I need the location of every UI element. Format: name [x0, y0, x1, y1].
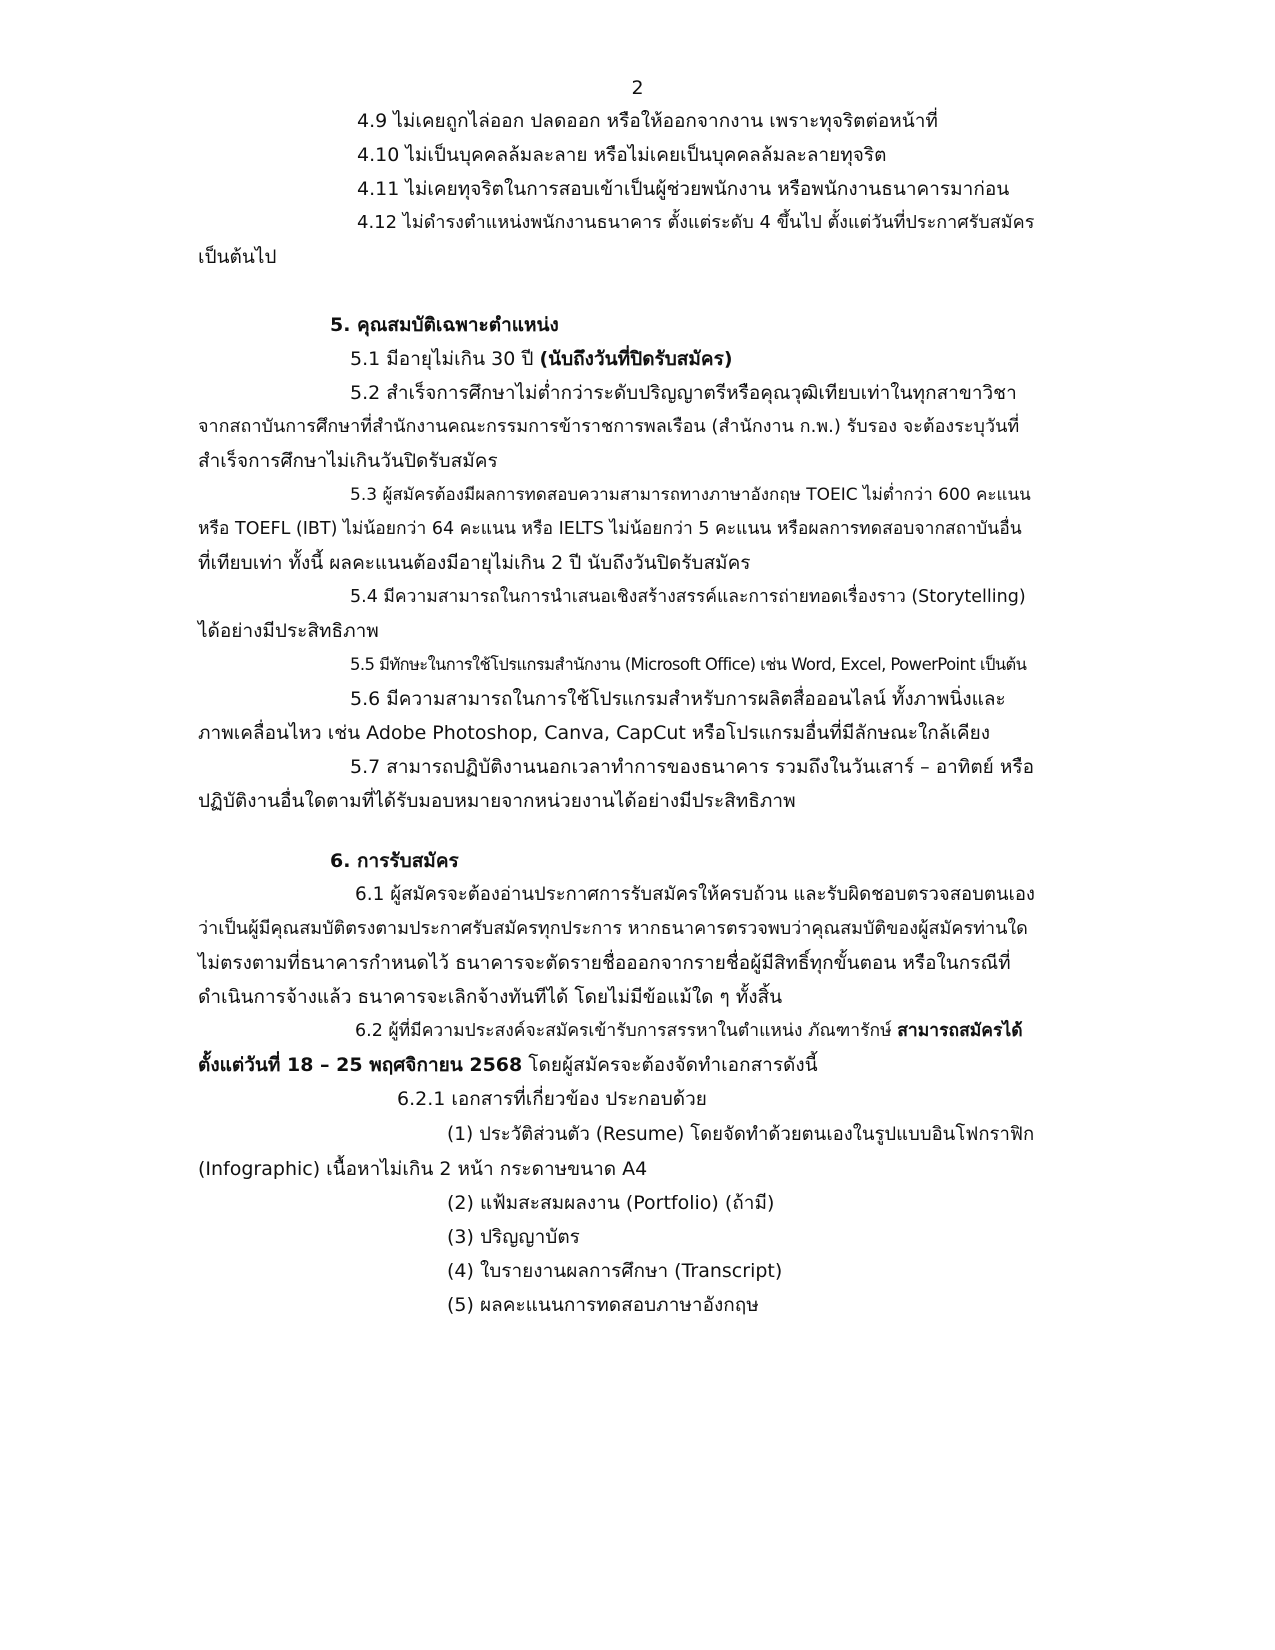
doc-1-line2: (Infographic) เนื้อหาไม่เกิน 2 หน้า กระดาษขนาด A4 [198, 1158, 648, 1180]
page-number: 2 [631, 77, 644, 99]
item-5-3-line3: ที่เทียบเท่า ทั้งนี้ ผลคะแนนต้องมีอายุไม่เกิน 2 ปี นับถึงวันปิดรับสมัคร [198, 552, 751, 574]
section-6-heading: 6. การรับสมัคร [330, 850, 459, 872]
item-5-6-line2: ภาพเคลื่อนไหว เช่น Adobe Photoshop, Canva, CapCut หรือโปรแกรมอื่นที่มีลักษณะใกล้เคียง [198, 722, 990, 744]
doc-5: (5) ผลคะแนนการทดสอบภาษาอังกฤษ [447, 1294, 759, 1316]
item-6-2-text: 6.2 ผู้ที่มีความประสงค์จะสมัครเข้ารับการสรรหาในตำแหน่ง ภัณฑารักษ์ [355, 1021, 892, 1041]
item-4-12-line1: 4.12 ไม่ดำรงตำแหน่งพนักงานธนาคาร ตั้งแต่ระดับ 4 ขึ้นไป ตั้งแต่วันที่ประกาศรับสมัคร [357, 212, 1035, 233]
item-6-1-line4: ดำเนินการจ้างแล้ว ธนาคารจะเลิกจ้างทันทีได้ โดยไม่มีข้อแม้ใด ๆ ทั้งสิ้น [198, 986, 783, 1008]
item-5-7-line2: ปฏิบัติงานอื่นใดตามที่ได้รับมอบหมายจากหน่วยงานได้อย่างมีประสิทธิภาพ [198, 790, 796, 812]
item-4-10: 4.10 ไม่เป็นบุคคลล้มละลาย หรือไม่เคยเป็นบุคคลล้มละลายทุจริต [357, 144, 887, 166]
item-5-6-line1: 5.6 มีความสามารถในการใช้โปรแกรมสำหรับการผลิตสื่อออนไลน์ ทั้งภาพนิ่งและ [350, 688, 1006, 710]
doc-4: (4) ใบรายงานผลการศึกษา (Transcript) [447, 1260, 783, 1282]
item-5-4-line2: ได้อย่างมีประสิทธิภาพ [198, 620, 379, 642]
item-5-2-line3: สำเร็จการศึกษาไม่เกินวันปิดรับสมัคร [198, 450, 498, 472]
item-6-2-bold: สามารถสมัครได้ [897, 1021, 1023, 1041]
item-4-11: 4.11 ไม่เคยทุจริตในการสอบเข้าเป็นผู้ช่วยพนักงาน หรือพนักงานธนาคารมาก่อน [357, 178, 1010, 200]
item-6-2-line1 [355, 1014, 1023, 1048]
item-5-2-line2: จากสถาบันการศึกษาที่สำนักงานคณะกรรมการข้าราชการพลเรือน (สำนักงาน ก.พ.) รับรอง จะต้องระบุวันที่ [198, 416, 1020, 437]
section-5-heading: 5. คุณสมบัติเฉพาะตำแหน่ง [330, 314, 559, 336]
item-6-2-dates: ตั้งแต่วันที่ 18 – 25 พฤศจิกายน 2568 [198, 1054, 523, 1076]
item-4-9: 4.9 ไม่เคยถูกไล่ออก ปลดออก หรือให้ออกจากงาน เพราะทุจริตต่อหน้าที่ [357, 110, 938, 132]
item-5-5: 5.5 มีทักษะในการใช้โปรแกรมสำนักงาน (Microsoft Office) เช่น Word, Excel, PowerPoint เป็นต้น [350, 655, 1027, 674]
item-5-7-line1: 5.7 สามารถปฏิบัติงานนอกเวลาทำการของธนาคาร รวมถึงในวันเสาร์ – อาทิตย์ หรือ [350, 756, 1034, 778]
doc-1-line1: (1) ประวัติส่วนตัว (Resume) โดยจัดทำด้วยตนเองในรูปแบบอินโฟกราฟิก [447, 1124, 1035, 1145]
item-6-2-line2 [198, 1048, 818, 1082]
doc-2: (2) แฟ้มสะสมผลงาน (Portfolio) (ถ้ามี) [447, 1192, 775, 1214]
item-5-1 [350, 342, 733, 376]
doc-3: (3) ปริญญาบัตร [447, 1226, 580, 1248]
item-5-3-line1: 5.3 ผู้สมัครต้องมีผลการทดสอบความสามารถทางภาษาอังกฤษ TOEIC ไม่ต่ำกว่า 600 คะแนน [350, 485, 1031, 505]
item-5-4-line1: 5.4 มีความสามารถในการนำเสนอเชิงสร้างสรรค์และการถ่ายทอดเรื่องราว (Storytelling) [350, 587, 1026, 607]
item-6-2-tail: โดยผู้สมัครจะต้องจัดทำเอกสารดังนี้ [528, 1054, 818, 1076]
item-6-2-1: 6.2.1 เอกสารที่เกี่ยวข้อง ประกอบด้วย [397, 1088, 707, 1110]
item-6-1-line1: 6.1 ผู้สมัครจะต้องอ่านประกาศการรับสมัครให้ครบถ้วน และรับผิดชอบตรวจสอบตนเอง [355, 884, 1035, 905]
item-6-1-line2: ว่าเป็นผู้มีคุณสมบัติตรงตามประกาศรับสมัครทุกประการ หากธนาคารตรวจพบว่าคุณสมบัติของผู้สมัครท่านใด [198, 918, 1028, 939]
item-5-2-line1: 5.2 สำเร็จการศึกษาไม่ต่ำกว่าระดับปริญญาตรีหรือคุณวุฒิเทียบเท่าในทุกสาขาวิชา [350, 382, 1017, 404]
item-5-1-bold: (นับถึงวันที่ปิดรับสมัคร) [539, 348, 733, 370]
item-5-3-line2: หรือ TOEFL (IBT) ไม่น้อยกว่า 64 คะแนน หรือ IELTS ไม่น้อยกว่า 5 คะแนน หรือผลการทดสอบจากสถาบันอื่น [198, 519, 1022, 539]
item-6-1-line3: ไม่ตรงตามที่ธนาคารกำหนดไว้ ธนาคารจะตัดรายชื่อออกจากรายชื่อผู้มีสิทธิ์ทุกขั้นตอน หรือในกรณีที่ [198, 952, 1011, 974]
item-5-1-text: 5.1 มีอายุไม่เกิน 30 ปี [350, 348, 534, 370]
item-4-12-line2: เป็นต้นไป [198, 246, 277, 268]
